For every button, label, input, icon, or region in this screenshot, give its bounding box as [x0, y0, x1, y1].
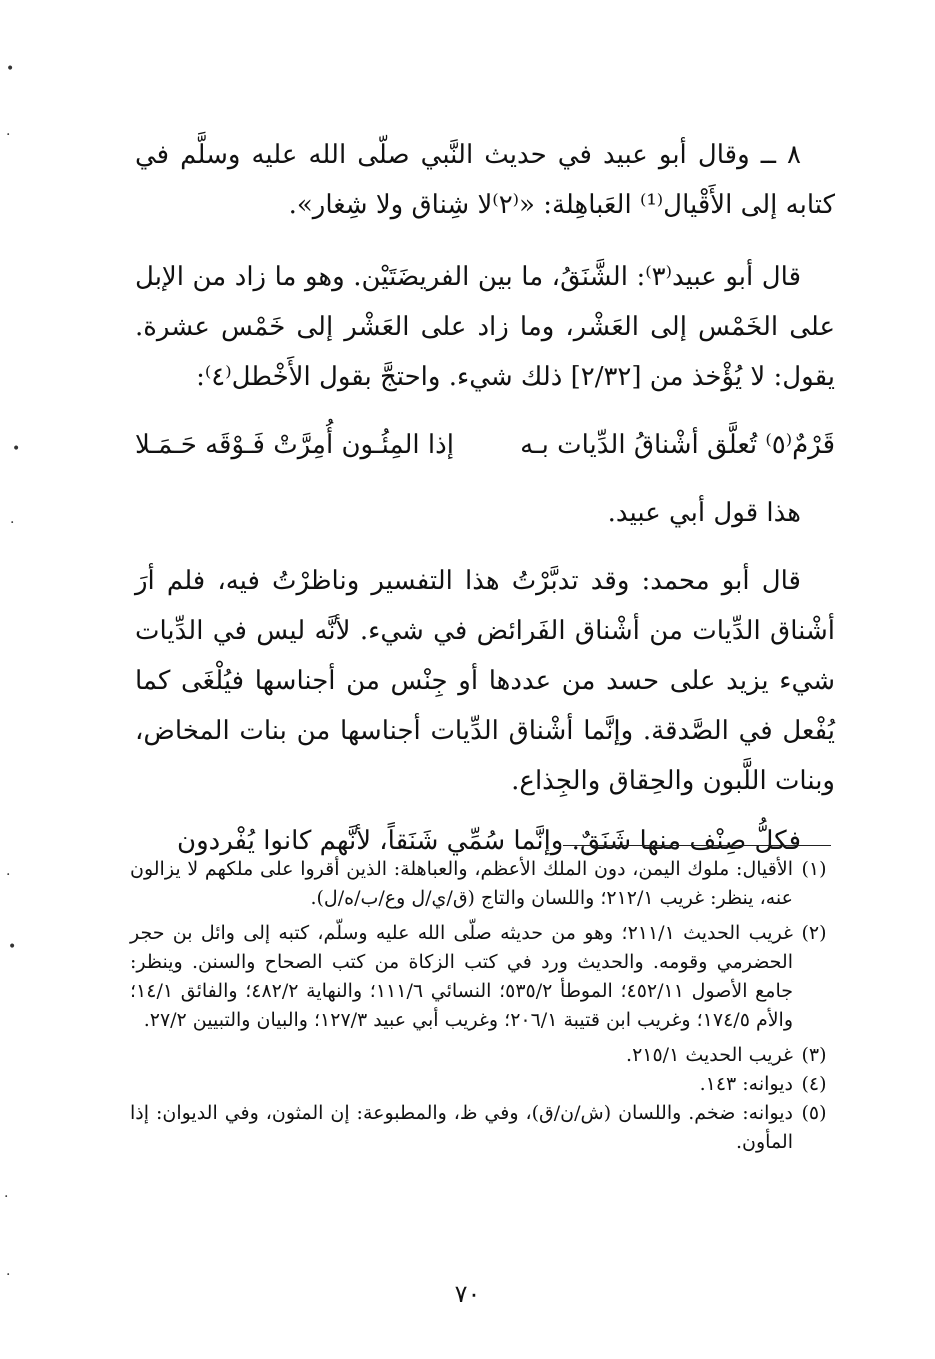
footnote-separator [563, 845, 831, 846]
footnote-item [130, 1070, 835, 1099]
footnote-text: غريب الحديث ٢١٥/١. [626, 1044, 793, 1066]
main-text [135, 130, 835, 866]
scan-speck: · [6, 867, 11, 883]
footnote-item [130, 1099, 835, 1157]
footnote-number: (٤) [801, 1073, 827, 1095]
footnote-text: ديوانه: ١٤٣. [699, 1073, 793, 1095]
scan-speck: · [6, 127, 11, 143]
footnote-text: غريب الحديث ٢١١/١؛ وهو من حديثه صلّى الله عليه وسلّم، كتبه إلى وائل بن حجر الحضرمي وقومه. والحديث ورد في كتب الزكاة من كتب الصحاح والسنن. وينظر: جامع الأصول ٤٥٢/١١؛ الموطأ ٥٣٥/٢؛ النسائي ١١١/٦؛ والنهاية ٤٨٢/٢؛ والفائق ١٤/١؛ والأم ١٧٤/٥؛ وغريب ابن قتيبة ٢٠٦/١؛ وغريب أبي عبيد ١٢٧/٣؛ والبيان والتبيين ٢٧/٢. [130, 922, 793, 1031]
paragraph-attribution: هذا قول أبي عبيد. [607, 498, 801, 528]
scan-speck: · [10, 515, 15, 531]
footnote-text: ديوانه: ضخم. واللسان (ش/ن/ق)، وفي ظ، والمطبوعة: إن المثون، وفي الديوان: إذا المأون. [130, 1102, 793, 1153]
scan-speck: • [12, 441, 21, 457]
verse-first-hemistich: قَرْمٌ⁽٥⁾ تُعلَّق أشْناقُ الدِّيات بـه [520, 430, 835, 460]
footnote-number: (٢) [801, 922, 827, 944]
footnote-item [130, 855, 835, 913]
footnote-item [130, 1041, 835, 1070]
poetry-verse [135, 420, 835, 470]
footnote-item [130, 919, 835, 1035]
scan-speck: • [6, 61, 15, 77]
footnote-number: (٣) [801, 1044, 827, 1066]
paragraph-continuation: فكلُّ صِنْف منها شَنَقٌ. وإنَّما سُمِّي شَنَقاً، لأنَّهم كانوا يُفْردون [176, 826, 801, 856]
paragraph-abu-muhammad: قال أبو محمد: وقد تدبَّرْتُ هذا التفسير وناظرْتُ فيه، فلم أرَ أشْناق الدِّيات من أشْناق الفَرائض في شيء. لأنَّه ليس في الدِّيات شيء يزيد على حسد من عددها أو جِنْس من أجناسها فيُلْغَى كما يُفْعل في الصَّدقة. وإنَّما أشْناق الدِّيات أجناسها من بنات المخاض، وبنات اللَّبون والحِقاق والجِذاع. [135, 566, 835, 796]
paragraph-explanation: قال أبو عبيد⁽٣⁾: الشَّنَقُ، ما بين الفريضَتَيْن. وهو ما زاد من الإبل على الخَمْس إلى العَشْر، وما زاد على العَشْر إلى خَمْس عشرة. يقول: لا يُؤْخذ من [٢/٣٢] ذلك شيء. واحتجَّ بقول الأَخْطل⁽٤⁾: [135, 262, 835, 392]
scan-speck: · [6, 1267, 11, 1283]
page-number: ٧٠ [454, 1280, 481, 1308]
footnote-number: (٥) [801, 1102, 827, 1124]
verse-second-hemistich: إذا المِئُـون أُمِرَّتْ فَـوْقَه حَـمَـلا [135, 430, 454, 460]
paragraph-hadith: ٨ ــ وقال أبو عبيد في حديث النَّبي صلّى الله عليه وسلَّم في كتابه إلى الأَقْيال⁽¹⁾ العَباهِلة: «⁽٢⁾لا شِناق ولا شِغار». [135, 140, 835, 220]
scan-speck: • [8, 939, 17, 955]
footnotes [130, 855, 835, 1157]
footnote-text: الأقيال: ملوك اليمن، دون الملك الأعظم، والعباهلة: الذين أقروا على ملكهم لا يزالون عنه، ينظر: غريب ٢١٢/١؛ واللسان والتاج (ق/ي/ل وع/ب/ه/ل). [130, 858, 793, 909]
scan-speck: · [4, 1189, 9, 1205]
footnote-number: (١) [801, 858, 827, 880]
